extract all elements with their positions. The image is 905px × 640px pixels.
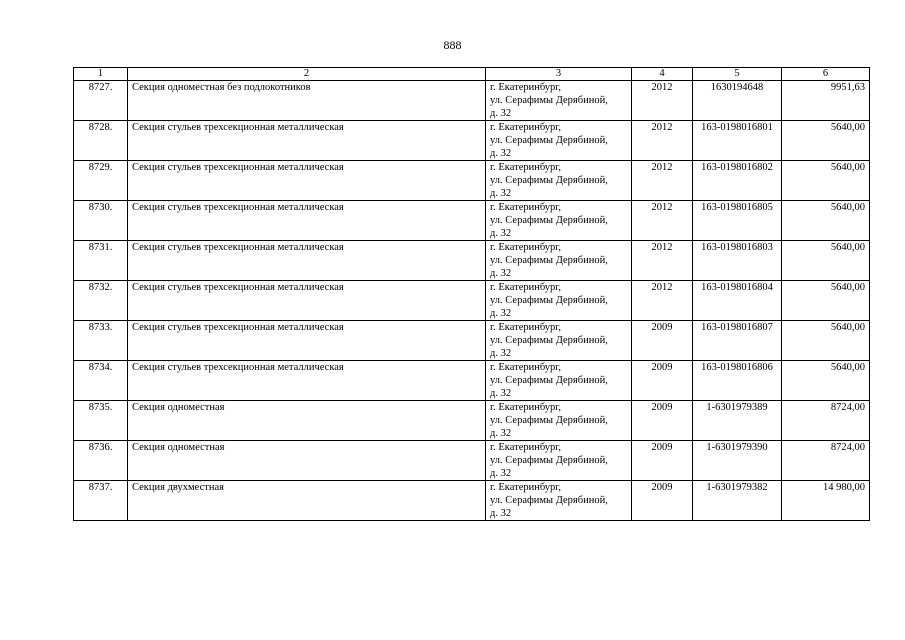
address-line: г. Екатеринбург, bbox=[490, 202, 562, 213]
item-address bbox=[486, 241, 632, 281]
inventory-number: 163-0198016804 bbox=[693, 281, 782, 321]
address-line: г. Екатеринбург, bbox=[490, 282, 562, 293]
item-address bbox=[486, 321, 632, 361]
address-line: г. Екатеринбург, bbox=[490, 242, 562, 253]
item-address bbox=[486, 361, 632, 401]
inventory-number: 163-0198016807 bbox=[693, 321, 782, 361]
column-header: 5 bbox=[693, 68, 782, 81]
table-row bbox=[74, 401, 870, 441]
item-year: 2009 bbox=[632, 321, 693, 361]
address-line: ул. Серафимы Дерябиной, bbox=[490, 175, 608, 186]
address-line: ул. Серафимы Дерябиной, bbox=[490, 335, 608, 346]
address-line: ул. Серафимы Дерябиной, bbox=[490, 375, 608, 386]
address-line: д. 32 bbox=[490, 108, 512, 119]
item-year: 2012 bbox=[632, 241, 693, 281]
property-table bbox=[73, 67, 870, 521]
item-address bbox=[486, 201, 632, 241]
item-year: 2009 bbox=[632, 481, 693, 521]
item-year: 2009 bbox=[632, 441, 693, 481]
inventory-number: 1-6301979389 bbox=[693, 401, 782, 441]
column-header: 1 bbox=[74, 68, 128, 81]
inventory-number: 1-6301979390 bbox=[693, 441, 782, 481]
item-year: 2012 bbox=[632, 121, 693, 161]
table-row bbox=[74, 281, 870, 321]
row-number: 8736. bbox=[74, 441, 128, 481]
address-line: ул. Серафимы Дерябиной, bbox=[490, 295, 608, 306]
address-line: ул. Серафимы Дерябиной, bbox=[490, 95, 608, 106]
item-year: 2009 bbox=[632, 401, 693, 441]
item-name: Секция стульев трехсекционная металлическая bbox=[128, 281, 486, 321]
address-line: ул. Серафимы Дерябиной, bbox=[490, 255, 608, 266]
address-line: г. Екатеринбург, bbox=[490, 122, 562, 133]
item-cost: 9951,63 bbox=[782, 81, 870, 121]
item-address bbox=[486, 401, 632, 441]
item-name: Секция одноместная без подлокотников bbox=[128, 81, 486, 121]
item-cost: 5640,00 bbox=[782, 321, 870, 361]
row-number: 8732. bbox=[74, 281, 128, 321]
item-name: Секция стульев трехсекционная металлическая bbox=[128, 321, 486, 361]
item-cost: 5640,00 bbox=[782, 281, 870, 321]
item-cost: 8724,00 bbox=[782, 401, 870, 441]
address-line: г. Екатеринбург, bbox=[490, 162, 562, 173]
table-row bbox=[74, 441, 870, 481]
table-row bbox=[74, 361, 870, 401]
address-line: ул. Серафимы Дерябиной, bbox=[490, 415, 608, 426]
address-line: ул. Серафимы Дерябиной, bbox=[490, 455, 608, 466]
item-year: 2012 bbox=[632, 161, 693, 201]
address-line: д. 32 bbox=[490, 268, 512, 279]
item-cost: 5640,00 bbox=[782, 361, 870, 401]
row-number: 8735. bbox=[74, 401, 128, 441]
row-number: 8730. bbox=[74, 201, 128, 241]
address-line: д. 32 bbox=[490, 348, 512, 359]
inventory-number: 163-0198016802 bbox=[693, 161, 782, 201]
row-number: 8733. bbox=[74, 321, 128, 361]
address-line: г. Екатеринбург, bbox=[490, 82, 562, 93]
table-row bbox=[74, 121, 870, 161]
address-line: г. Екатеринбург, bbox=[490, 442, 562, 453]
inventory-number: 163-0198016801 bbox=[693, 121, 782, 161]
inventory-number: 163-0198016805 bbox=[693, 201, 782, 241]
item-cost: 14 980,00 bbox=[782, 481, 870, 521]
item-name: Секция стульев трехсекционная металлическая bbox=[128, 241, 486, 281]
item-address bbox=[486, 441, 632, 481]
address-line: г. Екатеринбург, bbox=[490, 362, 562, 373]
item-cost: 5640,00 bbox=[782, 121, 870, 161]
item-name: Секция стульев трехсекционная металлическая bbox=[128, 121, 486, 161]
item-year: 2012 bbox=[632, 281, 693, 321]
page-number: 888 bbox=[443, 38, 462, 52]
row-number: 8731. bbox=[74, 241, 128, 281]
item-cost: 5640,00 bbox=[782, 201, 870, 241]
inventory-number: 163-0198016806 bbox=[693, 361, 782, 401]
address-line: ул. Серафимы Дерябиной, bbox=[490, 495, 608, 506]
table-row bbox=[74, 161, 870, 201]
address-line: г. Екатеринбург, bbox=[490, 482, 562, 493]
item-name: Секция двухместная bbox=[128, 481, 486, 521]
address-line: д. 32 bbox=[490, 228, 512, 239]
inventory-number: 1630194648 bbox=[693, 81, 782, 121]
item-address bbox=[486, 161, 632, 201]
table-row bbox=[74, 321, 870, 361]
table-row bbox=[74, 481, 870, 521]
address-line: ул. Серафимы Дерябиной, bbox=[490, 135, 608, 146]
item-address bbox=[486, 121, 632, 161]
address-line: г. Екатеринбург, bbox=[490, 322, 562, 333]
item-address bbox=[486, 81, 632, 121]
address-line: д. 32 bbox=[490, 188, 512, 199]
item-cost: 5640,00 bbox=[782, 161, 870, 201]
item-address bbox=[486, 481, 632, 521]
row-number: 8729. bbox=[74, 161, 128, 201]
address-line: д. 32 bbox=[490, 508, 512, 519]
table-body bbox=[74, 81, 870, 521]
column-header: 2 bbox=[128, 68, 486, 81]
item-address bbox=[486, 281, 632, 321]
address-line: д. 32 bbox=[490, 308, 512, 319]
item-name: Секция стульев трехсекционная металлическая bbox=[128, 201, 486, 241]
item-cost: 8724,00 bbox=[782, 441, 870, 481]
item-name: Секция одноместная bbox=[128, 401, 486, 441]
row-number: 8728. bbox=[74, 121, 128, 161]
item-year: 2012 bbox=[632, 81, 693, 121]
item-year: 2009 bbox=[632, 361, 693, 401]
table-row bbox=[74, 241, 870, 281]
address-line: д. 32 bbox=[490, 468, 512, 479]
column-header: 6 bbox=[782, 68, 870, 81]
address-line: д. 32 bbox=[490, 148, 512, 159]
address-line: д. 32 bbox=[490, 428, 512, 439]
address-line: г. Екатеринбург, bbox=[490, 402, 562, 413]
item-name: Секция стульев трехсекционная металлическая bbox=[128, 161, 486, 201]
item-cost: 5640,00 bbox=[782, 241, 870, 281]
inventory-number: 1-6301979382 bbox=[693, 481, 782, 521]
item-name: Секция одноместная bbox=[128, 441, 486, 481]
inventory-number: 163-0198016803 bbox=[693, 241, 782, 281]
column-header: 3 bbox=[486, 68, 632, 81]
address-line: д. 32 bbox=[490, 388, 512, 399]
row-number: 8727. bbox=[74, 81, 128, 121]
item-year: 2012 bbox=[632, 201, 693, 241]
table-row bbox=[74, 201, 870, 241]
table-row bbox=[74, 81, 870, 121]
item-name: Секция стульев трехсекционная металлическая bbox=[128, 361, 486, 401]
column-header: 4 bbox=[632, 68, 693, 81]
address-line: ул. Серафимы Дерябиной, bbox=[490, 215, 608, 226]
row-number: 8734. bbox=[74, 361, 128, 401]
row-number: 8737. bbox=[74, 481, 128, 521]
table-header-row bbox=[74, 68, 870, 81]
